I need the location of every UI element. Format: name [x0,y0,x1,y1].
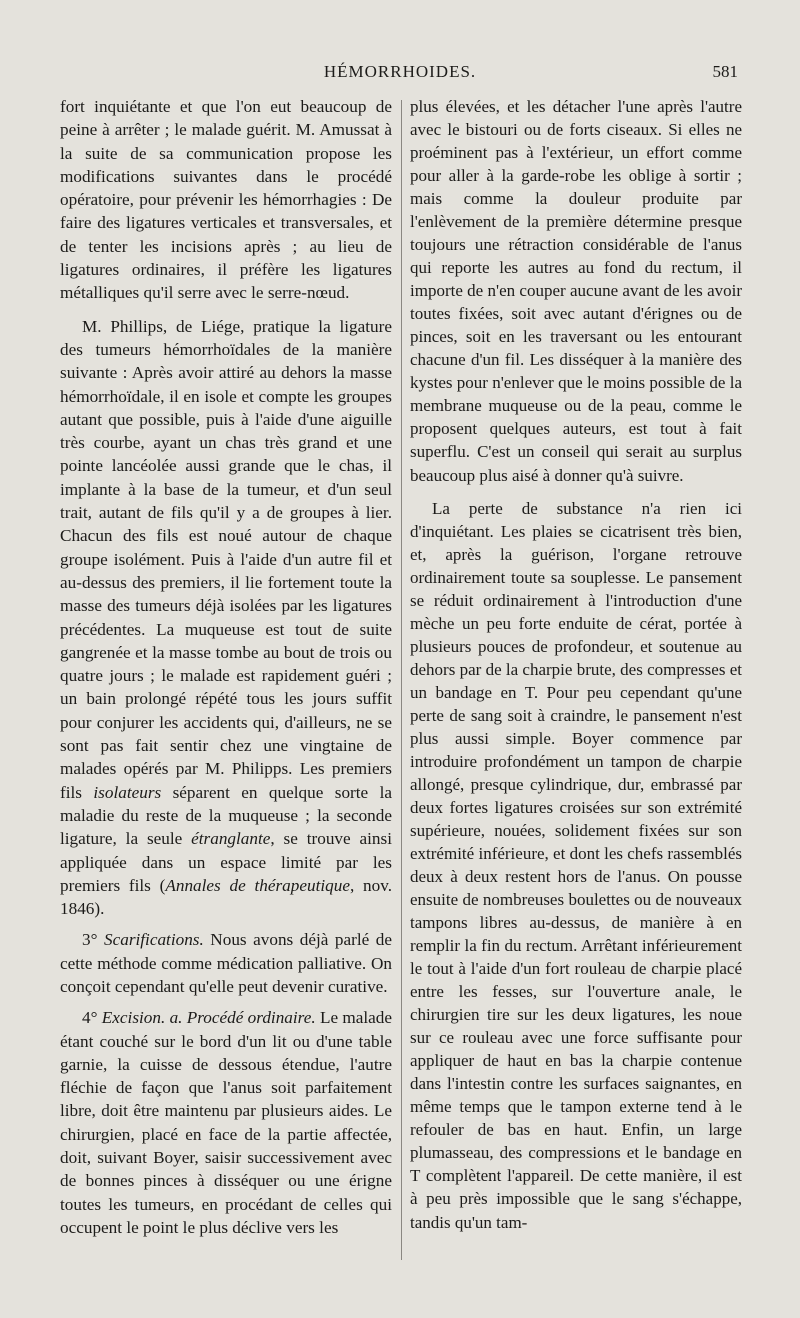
right-column [410,95,742,1234]
column-divider [401,100,402,1260]
page-number: 581 [712,62,738,81]
running-title: HÉMORRHOIDES. [323,62,477,81]
text-run: , nov. 1846). [60,875,392,919]
section-number: 4° [82,1008,102,1028]
paragraph-excision [60,1006,392,1239]
left-column [60,95,392,1239]
section-heading-scarifications: Scarifications. [104,930,204,950]
text-run: Nous avons déjà parlé de cette méthode comme médication palliative. On conçoit cependant qu'elle peut devenir curative. [60,930,392,996]
text-run: Le malade étant couché sur le bord d'un lit ou d'une table garnie, la cuisse de dessous étendue, l'autre fléchie de façon que l'anus soit parfaitement libre, doit être maintenu par plusieurs aides. Le chirurgien, placé en face de la partie affectée, doit, suivant Boyer, saisir successivement avec de bonnes pinces à disséquer ou une érigne toutes les tumeurs, en procédant de celles qui occupent le point le plus déclive vers les [60,1008,392,1237]
paragraph-phillips-ligature [60,315,392,921]
text-run: séparent en quelque sorte la maladie du reste de la muqueuse ; la seconde ligature, la seule [60,782,392,849]
paragraph-amussat-end: fort inquiétante et que l'on eut beaucoup de peine à arrêter ; le malade guérit. M. Amussat à la suite de sa communication propose les modifications suivantes dans le procédé opératoire, pour prévenir les hémorrhagies : De faire des ligatures verticales et transversales, et de tenter les incisions après ; au lieu de ligatures ordinaires, il préfère les ligatures métalliques qu'il serre avec le serre-nœud. [60,97,392,303]
paragraph-pansement: La perte de substance n'a rien ici d'inquiétant. Les plaies se cicatrisent très bien, et, après la guérison, l'organe retrouve ordinairement toute sa souplesse. Le pansement se réduit ordinairement à l'introduction d'une mèche un peu forte enduite de cérat, portée à plusieurs pouces de profondeur, et soutenue au dehors par de la charpie brute, des compresses et un bandage en T. Pour peu cependant qu'une perte de sang soit à craindre, le pansement n'est plus aussi simple. Boyer commence par introduire profondément un tampon de charpie allongé, presque cylindrique, dur, embrassé par deux fortes ligatures croisées sur son extrémité supérieure, nouées, solidement fixées sur son extrémité inférieure, et dont les chefs rassemblés deux à deux restent hors de l'anus. On pousse ensuite de nombreuses boulettes ou de nouveaux tampons libres au-dessus, de manière à en remplir la fin du rectum. Arrêtant inférieurement le tout à l'aide d'un fort rouleau de charpie placé entre les fesses, sur l'ouverture anale, le chirurgien tire sur les deux ligatures, les noue sur ce rouleau avec une force suffisante pour appliquer de haut en bas la charpie contenue dans l'intestin contre les surfaces saignantes, en même temps que le tampon externe tend à le refouler de bas en haut. Enfin, un large plumasseau, des compressions et le bandage en T complètent l'appareil. De cette manière, il est à peu près impossible que le sang s'échappe, tandis qu'un tam- [410,498,742,1232]
text-run: , se trouve ainsi appliquée dans un espace limité par les premiers fils ( [60,829,392,895]
italic-term-isolateurs: isolateurs [93,782,162,802]
paragraph-excision-continued: plus élevées, et les détacher l'une après l'autre avec le bistouri ou de forts ciseaux. Si elles ne proéminent pas à l'extérieur, un effort comme pour aller à la garde-robe les oblige à sortir ; mais comme la douleur produite par l'enlèvement de la première détermine presque toujours une rétraction considérable de l'anus qui reporte les autres au fond du rectum, il importe de n'en couper aucune avant de les avoir toutes fixées, soit avec autant d'érignes ou de pinces, soit en les traversant ou les entourant chacune d'un fil. Les disséquer à la manière des kystes pour n'enlever que le moins possible de la membrane muqueuse ou de la peau, comme le proposent quelques auteurs, est tout à fait superflu. C'est un conseil qui serait au surplus beaucoup plus aisé à donner qu'à suivre. [410,97,742,485]
citation-annales: Annales de thérapeutique [165,875,350,895]
paragraph-scarifications [60,928,392,998]
section-heading-excision: Excision. a. Procédé ordinaire. [101,1008,316,1028]
section-number: 3° [82,930,104,950]
page-header [60,62,740,90]
italic-term-etranglante: étranglante [191,829,271,849]
text-run: M. Phillips, de Liége, pratique la ligature des tumeurs hémorrhoïdales de la manière suivante : Après avoir attiré au dehors la masse hémorrhoïdale, il en isole et compte les groupes autant que possible, puis à l'aide d'une aiguille très courbe, ayant un chas très grand et une pointe lancéolée aussi grande que le chas, il implante à la base de la tumeur, et d'un seul trait, autant de fils qu'il y a de groupes à lier. Chacun des fils est noué autour de chaque groupe isolément. Puis à l'aide d'un autre fil et au-dessus des premiers, il lie fortement toute la masse des tumeurs déjà isolées par les ligatures précédentes. La muqueuse est tout de suite gangrenée et la masse tombe au bout de trois ou quatre jours ; le malade est rapidement guéri ; un bain prolongé répété tous les jours suffit pour conjurer les accidents qui, d'ailleurs, ne se sont pas fait sentir chez une vingtaine de malades opérés par M. Philipps. Les premiers fils [60,316,392,802]
